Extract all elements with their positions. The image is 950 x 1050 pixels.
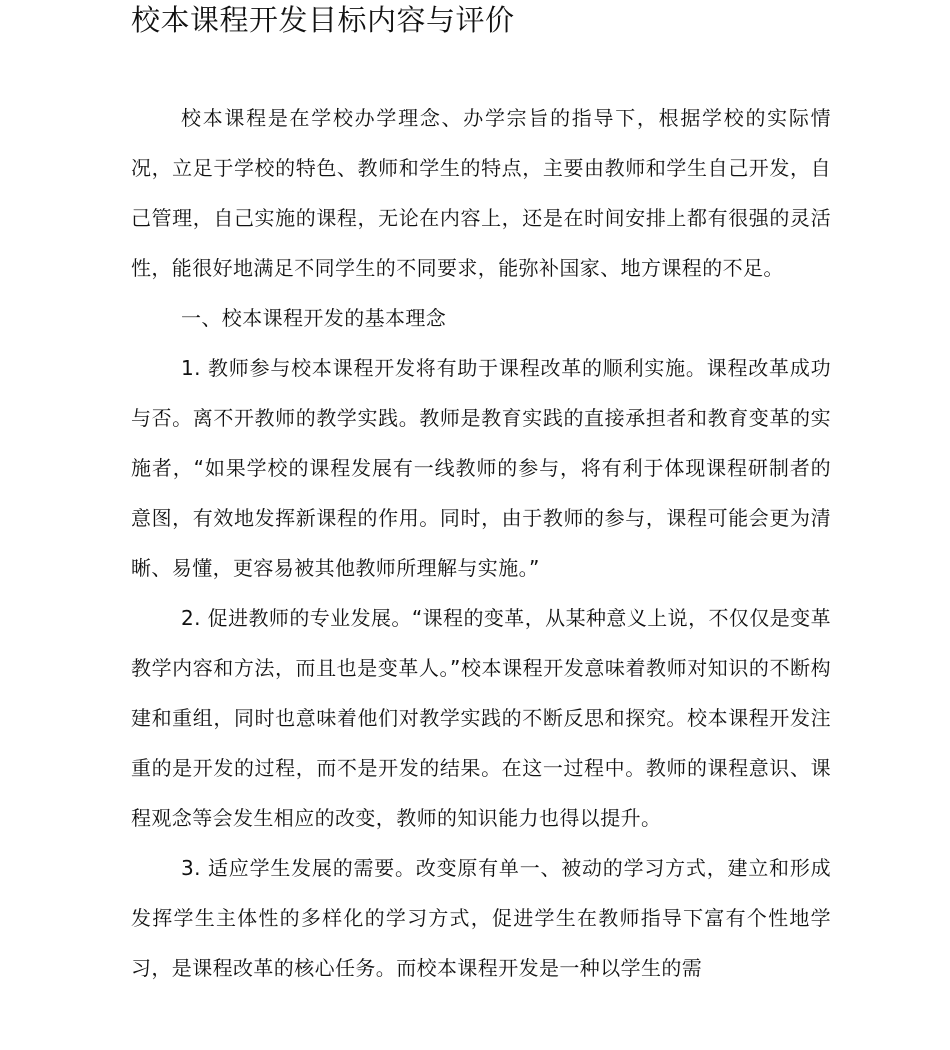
point-2-paragraph: 2. 促进教师的专业发展。“课程的变革，从某种意义上说，不仅仅是变革教学内容和方法，而且也是变革人。”校本课程开发意味着教师对知识的不断构建和重组，同时也意味着他们对教学实践的不断反思和探究。校本课程开发注重的是开发的过程，而不是开发的结果。在这一过程中。教师的课程意识、课程观念等会发生相应的改变，教师的知识能力也得以提升。 bbox=[131, 606, 831, 830]
document-body bbox=[131, 93, 831, 993]
intro-paragraph: 校本课程是在学校办学理念、办学宗旨的指导下，根据学校的实际情况，立足于学校的特色、教师和学生的特点，主要由教师和学生自己开发，自己管理，自己实施的课程，无论在内容上，还是在时间安排上都有很强的灵活性，能很好地满足不同学生的不同要求，能弥补国家、地方课程的不足。 bbox=[131, 106, 831, 280]
point-3-paragraph: 3. 适应学生发展的需要。改变原有单一、被动的学习方式，建立和形成发挥学生主体性的多样化的学习方式，促进学生在教师指导下富有个性地学习，是课程改革的核心任务。而校本课程开发是一种以学生的需 bbox=[131, 856, 831, 980]
section-heading: 一、校本课程开发的基本理念 bbox=[181, 306, 447, 330]
point-1-paragraph: 1. 教师参与校本课程开发将有助于课程改革的顺利实施。课程改革成功与否。离不开教师的教学实践。教师是教育实践的直接承担者和教育变革的实施者，“如果学校的课程发展有一线教师的参与，将有利于体现课程研制者的意图，有效地发挥新课程的作用。同时，由于教师的参与，课程可能会更为清晰、易懂，更容易被其他教师所理解与实施。” bbox=[131, 356, 831, 580]
document-title: 校本课程开发目标内容与评价 bbox=[131, 3, 515, 37]
